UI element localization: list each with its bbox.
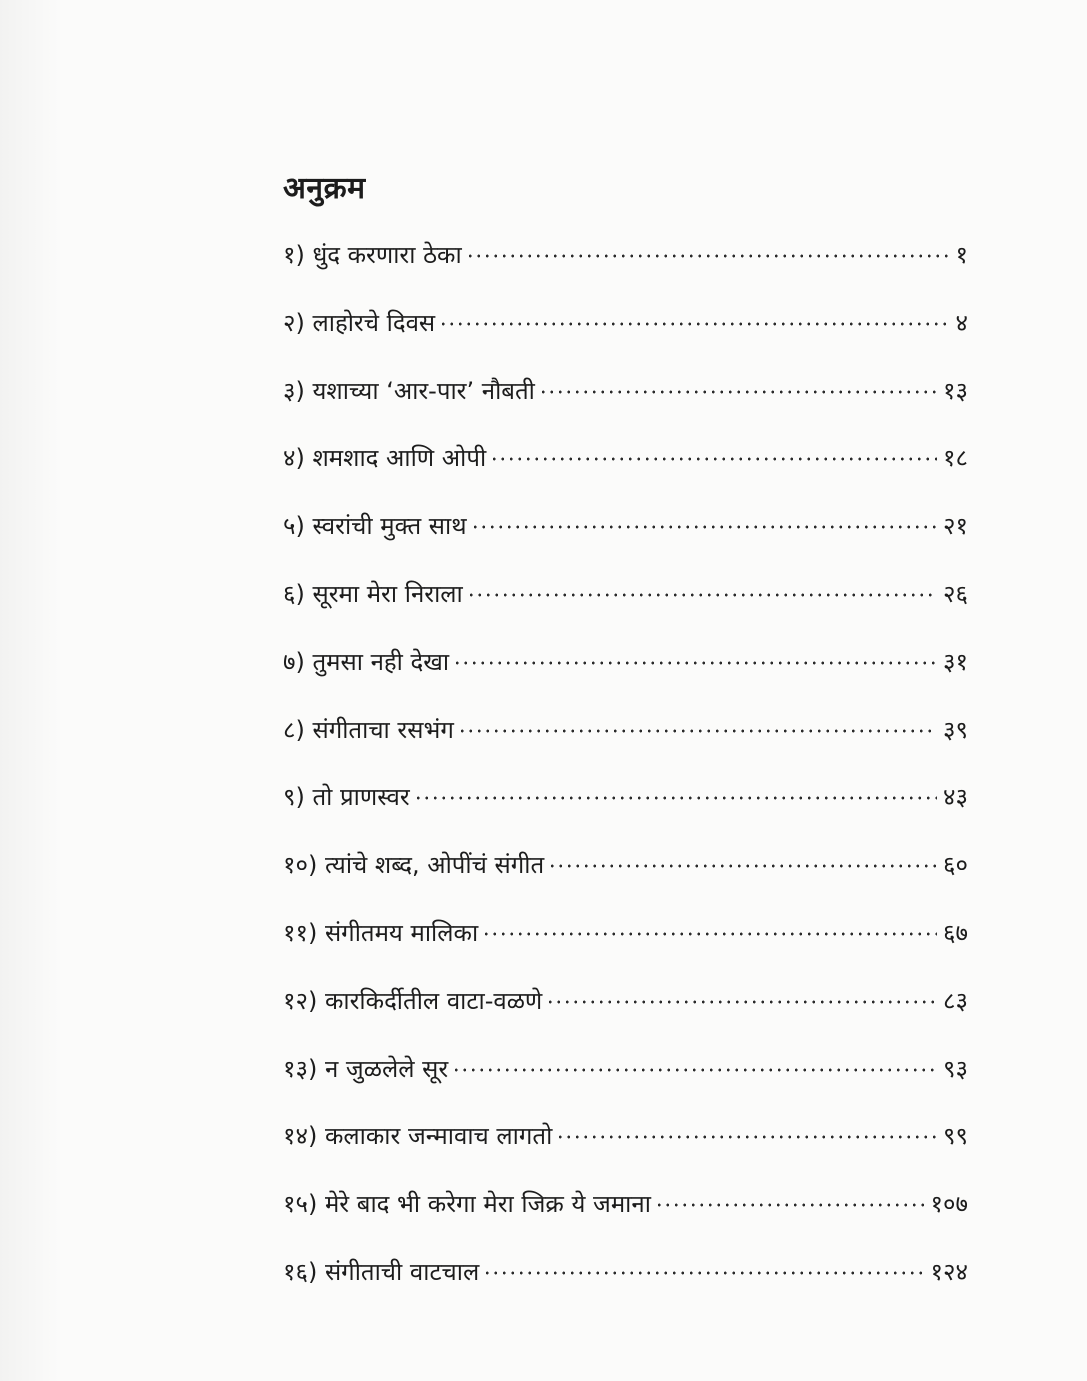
toc-entry-title: ३) यशाच्या ‘आर-पार’ नौबती bbox=[283, 376, 535, 405]
toc-entry-page: २६ bbox=[943, 579, 968, 608]
dot-leader bbox=[458, 729, 937, 733]
toc-entry-title: १०) त्यांचे शब्द, ओपींचं संगीत bbox=[283, 851, 545, 880]
dot-leader bbox=[546, 1000, 937, 1004]
toc-entry-page: १३ bbox=[943, 376, 968, 405]
toc-entry bbox=[283, 509, 968, 577]
toc-entry-page: १ bbox=[955, 241, 968, 269]
toc-entry bbox=[283, 1052, 968, 1120]
toc-entry-title: १) धुंद करणारा ठेका bbox=[283, 241, 462, 269]
toc-entry-page: ८३ bbox=[943, 986, 968, 1015]
toc-entry bbox=[283, 1187, 968, 1255]
dot-leader bbox=[453, 661, 937, 665]
dot-leader bbox=[655, 1203, 925, 1207]
toc-entry-title: ११) संगीतमय मालिका bbox=[283, 918, 479, 947]
dot-leader bbox=[466, 254, 950, 258]
toc-entry-page: १०७ bbox=[930, 1190, 968, 1219]
dot-leader bbox=[471, 525, 937, 529]
toc-entry-title: १५) मेरे बाद भी करेगा मेरा जिक्र ये जमाना bbox=[283, 1190, 651, 1219]
toc-entry bbox=[283, 577, 968, 645]
toc-entry-title: ९) तो प्राणस्वर bbox=[283, 783, 410, 812]
toc-entry-title: ५) स्वरांची मुक्त साथ bbox=[283, 512, 467, 541]
dot-leader bbox=[483, 1271, 924, 1275]
dot-leader bbox=[482, 932, 937, 936]
dot-leader bbox=[452, 1068, 937, 1072]
toc-entry-page: ९९ bbox=[943, 1122, 968, 1151]
toc-heading: अनुक्रम bbox=[283, 171, 366, 206]
toc-entry bbox=[283, 306, 968, 374]
dot-leader bbox=[548, 864, 937, 868]
toc-entry-page: २१ bbox=[943, 512, 968, 541]
dot-leader bbox=[467, 593, 937, 597]
toc-entry-page: ४ bbox=[955, 308, 968, 337]
toc-entry-page: ९३ bbox=[943, 1054, 968, 1083]
toc-entry bbox=[283, 1119, 968, 1187]
toc-entry-page: ३१ bbox=[943, 647, 968, 676]
toc-entry bbox=[283, 713, 968, 781]
toc-entry-title: ४) शमशाद आणि ओपी bbox=[283, 444, 487, 473]
toc-entry-title: ७) तुमसा नही देखा bbox=[283, 647, 450, 676]
toc-entry bbox=[283, 848, 968, 916]
toc-entry bbox=[283, 374, 968, 442]
toc-entry bbox=[283, 984, 968, 1052]
toc-entry-page: ६७ bbox=[943, 918, 968, 947]
dot-leader bbox=[490, 457, 937, 461]
dot-leader bbox=[556, 1135, 937, 1139]
toc-entry bbox=[283, 238, 968, 306]
dot-leader bbox=[439, 322, 949, 326]
toc-entry bbox=[283, 645, 968, 713]
toc-entry-title: १३) न जुळलेले सूर bbox=[283, 1054, 449, 1083]
toc-entry-title: ८) संगीताचा रसभंग bbox=[283, 715, 454, 744]
toc-entry-page: १२४ bbox=[930, 1257, 968, 1286]
toc-entry bbox=[283, 441, 968, 509]
toc-entry-title: १६) संगीताची वाटचाल bbox=[283, 1257, 480, 1286]
dot-leader bbox=[539, 390, 937, 394]
toc-entry-title: २) लाहोरचे दिवस bbox=[283, 308, 436, 337]
toc-entry-page: ३९ bbox=[943, 715, 968, 744]
toc-entry-title: १४) कलाकार जन्मावाच लागतो bbox=[283, 1122, 553, 1151]
toc-entry bbox=[283, 1255, 968, 1323]
dot-leader bbox=[414, 796, 937, 800]
toc-entry bbox=[283, 780, 968, 848]
toc-entry-page: ६० bbox=[943, 851, 968, 880]
toc-entry-title: ६) सूरमा मेरा निराला bbox=[283, 579, 463, 608]
toc-entry-page: १८ bbox=[943, 444, 968, 473]
toc-entry-title: १२) कारकिर्दीतील वाटा-वळणे bbox=[283, 986, 543, 1015]
toc-entry bbox=[283, 916, 968, 984]
table-of-contents bbox=[283, 238, 968, 1323]
toc-entry-page: ४३ bbox=[943, 783, 968, 812]
